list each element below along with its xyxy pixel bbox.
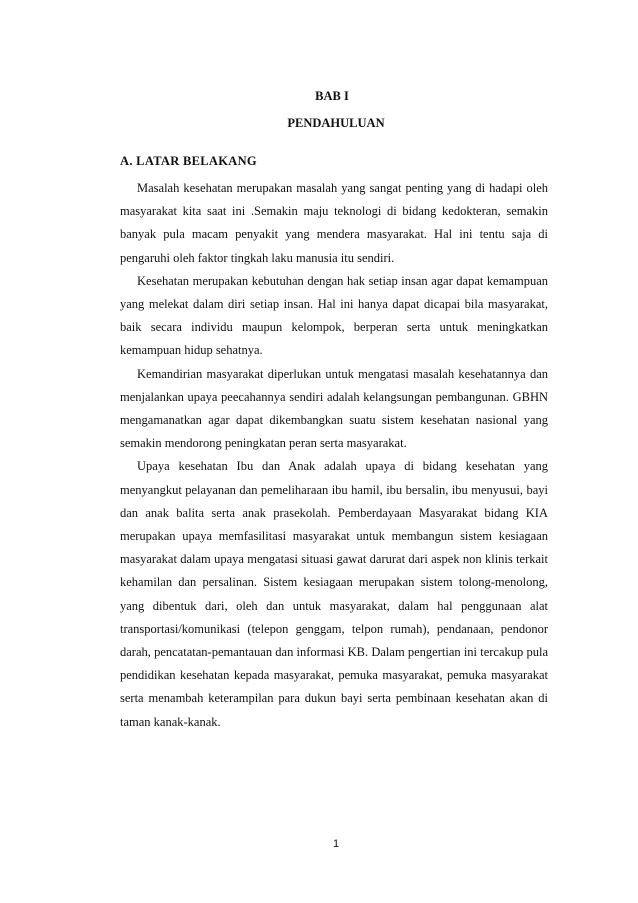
- body-text: [120, 177, 548, 734]
- chapter-title: PENDAHULUAN: [287, 116, 385, 130]
- chapter-number: BAB I: [315, 89, 349, 103]
- section-heading: A. LATAR BELAKANG: [120, 154, 257, 168]
- page-number: 1: [332, 838, 340, 850]
- paragraph: Kesehatan merupakan kebutuhan dengan hak setiap insan agar dapat kemampuan yang melekat dalam diri setiap insan. Hal ini hanya dapat dicapai bila masyarakat, baik secara individu maupun kelompok, berperan serta untuk meningkatkan kemampuan hidup sehatnya.: [120, 273, 548, 358]
- paragraph: Masalah kesehatan merupakan masalah yang sangat penting yang di hadapi oleh masyarakat kita saat ini .Semakin maju teknologi di bidang kedokteran, semakin banyak pula macam penyakit yang mendera masyarakat. Hal ini tentu saja di pengaruhi oleh faktor tingkah laku manusia itu sendiri.: [120, 181, 548, 265]
- paragraph: Kemandirian masyarakat diperlukan untuk mengatasi masalah kesehatannya dan menjalankan upaya peecahannya sendiri adalah kelangsungan pembangunan. GBHN mengamanatkan agar dapat dikembangkan suatu sistem kesehatan nasional yang semakin mendorong peningkatan peran serta masyarakat.: [120, 366, 548, 451]
- paragraph: Upaya kesehatan Ibu dan Anak adalah upaya di bidang kesehatan yang menyangkut pelayanan dan pemeliharaan ibu hamil, ibu bersalin, ibu menyusui, bayi dan anak balita serta anak prasekolah. Pemberdayaan Masyarakat bidang KIA merupakan upaya memfasilitasi masyarakat untuk membangun sistem kesiagaan masyarakat dalam upaya mengatasi situasi gawat darurat dari aspek non klinis terkait kehamilan dan persalinan. Sistem kesiagaan merupakan sistem tolong-menolong, yang dibentuk dari, oleh dan untuk masyarakat, dalam hal penggunaan alat transportasi/komunikasi (telepon genggam, telpon rumah), pendanaan, pendonor darah, pencatatan-pemantauan dan informasi KB. Dalam pengertian ini tercakup pula pendidikan kesehatan kepada masyarakat, pemuka masyarakat, pemuka masyarakat serta menambah keterampilan para dukun bayi serta pembinaan kesehatan akan di taman kanak-kanak.: [120, 459, 548, 729]
